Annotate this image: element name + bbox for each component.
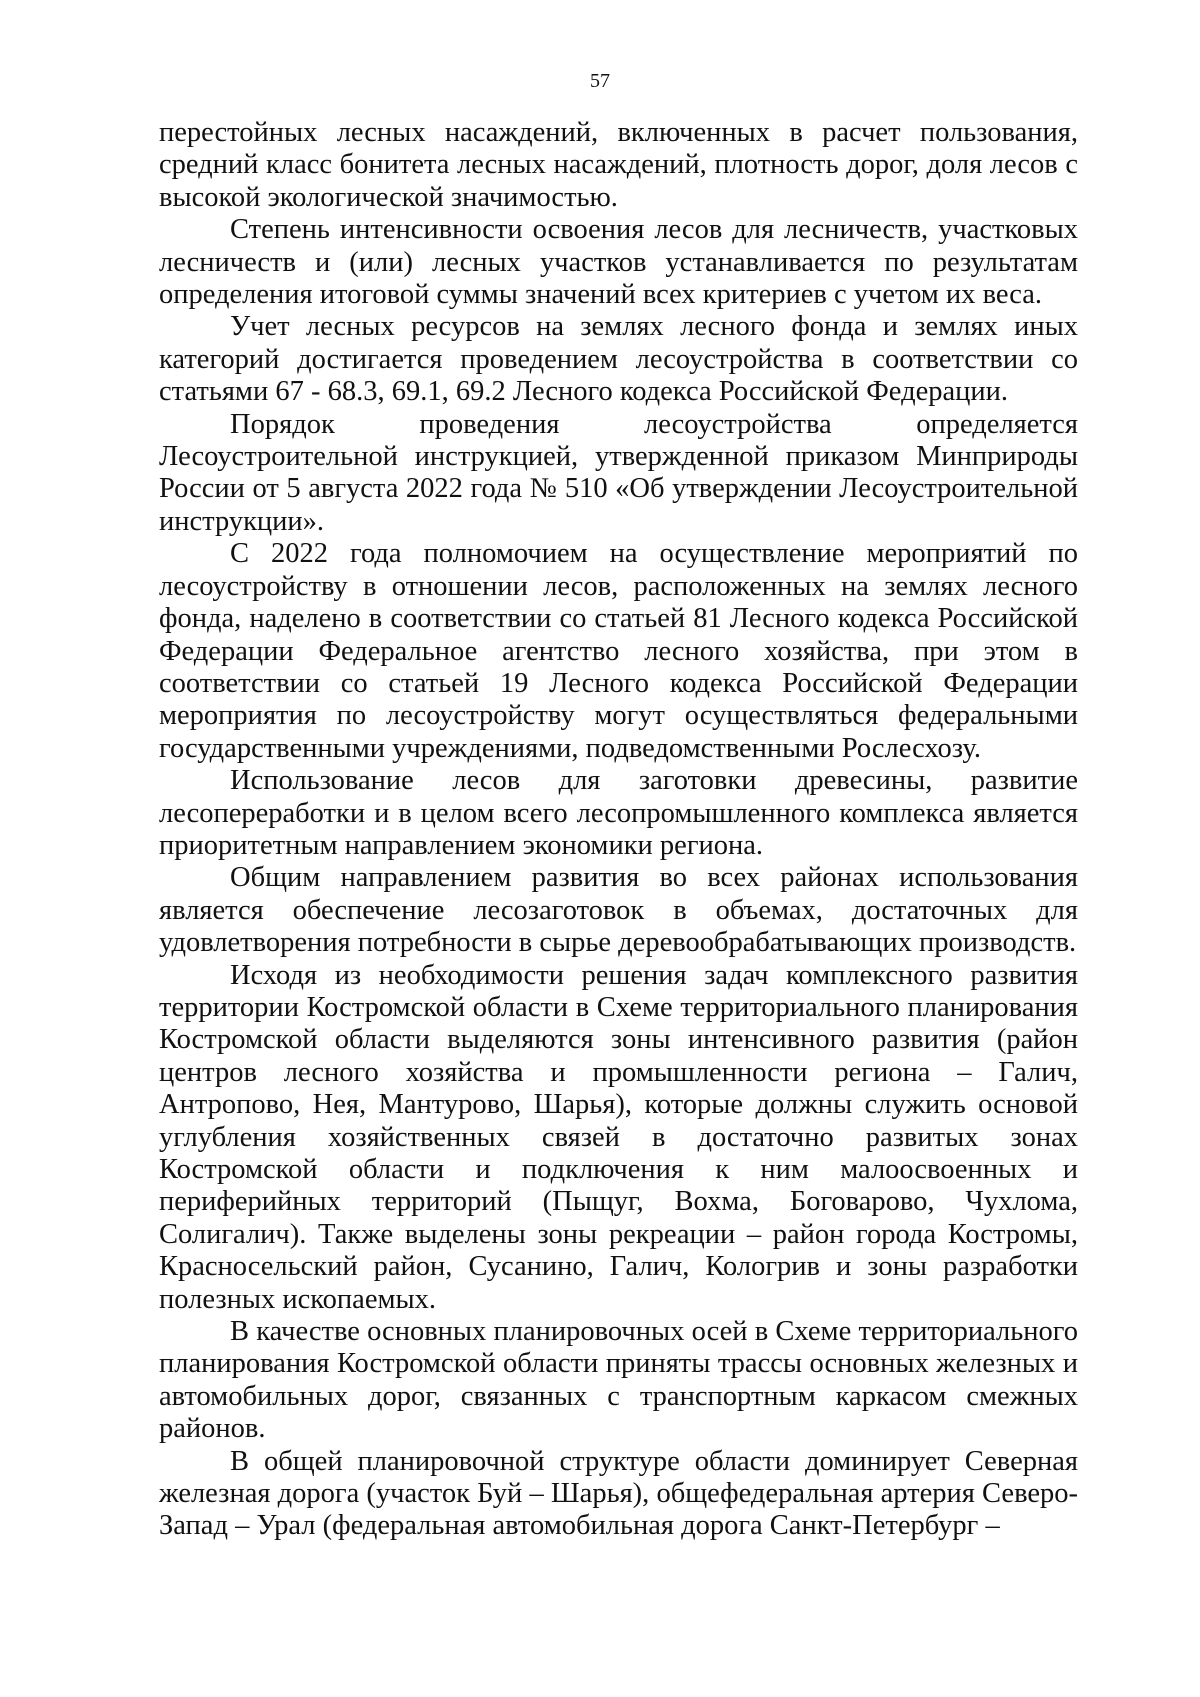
paragraph: С 2022 года полномочием на осуществление мероприятий по лесоустройству в отношении лесов, расположенных на землях лесного фонда, наделено в соответствии со статьей 81 Лесного кодекса Российской Федерации Федеральное агентство лесного хозяйства, при этом в соответствии со статьей 19 Лесного кодекса Российской Федерации мероприятия по лесоустройству могут осуществляться федеральными государственными учреждениями, подведомственными Рослесхозу. — [159, 538, 1078, 764]
paragraph-continuation: перестойных лесных насаждений, включенных в расчет пользования, средний класс бонитета лесных насаждений, плотность дорог, доля лесов с высокой экологической значимостью. — [159, 117, 1078, 213]
paragraph: Порядок проведения лесоустройства определяется Лесоустроительной инструкцией, утвержденной приказом Минприроды России от 5 августа 2022 года № 510 «Об утверждении Лесоустроительной инструкции». — [159, 408, 1078, 537]
paragraph: Степень интенсивности освоения лесов для лесничеств, участковых лесничеств и (или) лесных участков устанавливается по результатам определения итоговой суммы значений всех критериев с учетом их веса. — [159, 214, 1078, 311]
paragraph: Использование лесов для заготовки древесины, развитие лесопереработки и в целом всего лесопромышленного комплекса является приоритетным направлением экономики региона. — [159, 765, 1078, 861]
paragraph: В качестве основных планировочных осей в Схеме территориального планирования Костромской области приняты трассы основных железных и автомобильных дорог, связанных с транспортным каркасом смежных районов. — [159, 1316, 1078, 1445]
body-text — [159, 117, 1078, 1543]
paragraph: Учет лесных ресурсов на землях лесного фонда и землях иных категорий достигается проведением лесоустройства в соответствии со статьями 67 - 68.3, 69.1, 69.2 Лесного кодекса Российской Федерации. — [159, 311, 1078, 408]
paragraph: Исходя из необходимости решения задач комплексного развития территории Костромской области в Схеме территориального планирования Костромской области выделяются зоны интенсивного развития (район центров лесного хозяйства и промышленности региона – Галич, Антропово, Нея, Мантурово, Шарья), которые должны служить основой углубления хозяйственных связей в достаточно развитых зонах Костромской области и подключения к ним малоосвоенных и периферийных территорий (Пыщуг, Вохма, Боговарово, Чухлома, Солигалич). Также выделены зоны рекреации – район города Костромы, Красносельский район, Сусанино, Галич, Кологрив и зоны разработки полезных ископаемых. — [159, 959, 1078, 1315]
paragraph: Общим направлением развития во всех районах использования является обеспечение лесозаготовок в объемах, достаточных для удовлетворения потребности в сырье деревообрабатывающих производств. — [159, 862, 1078, 959]
paragraph: В общей планировочной структуре области доминирует Северная железная дорога (участок Буй – Шарья), общефедеральная артерия Северо-Запад – Урал (федеральная автомобильная дорога Санкт-Петербург – — [159, 1445, 1078, 1542]
page-number: 57 — [590, 70, 610, 92]
